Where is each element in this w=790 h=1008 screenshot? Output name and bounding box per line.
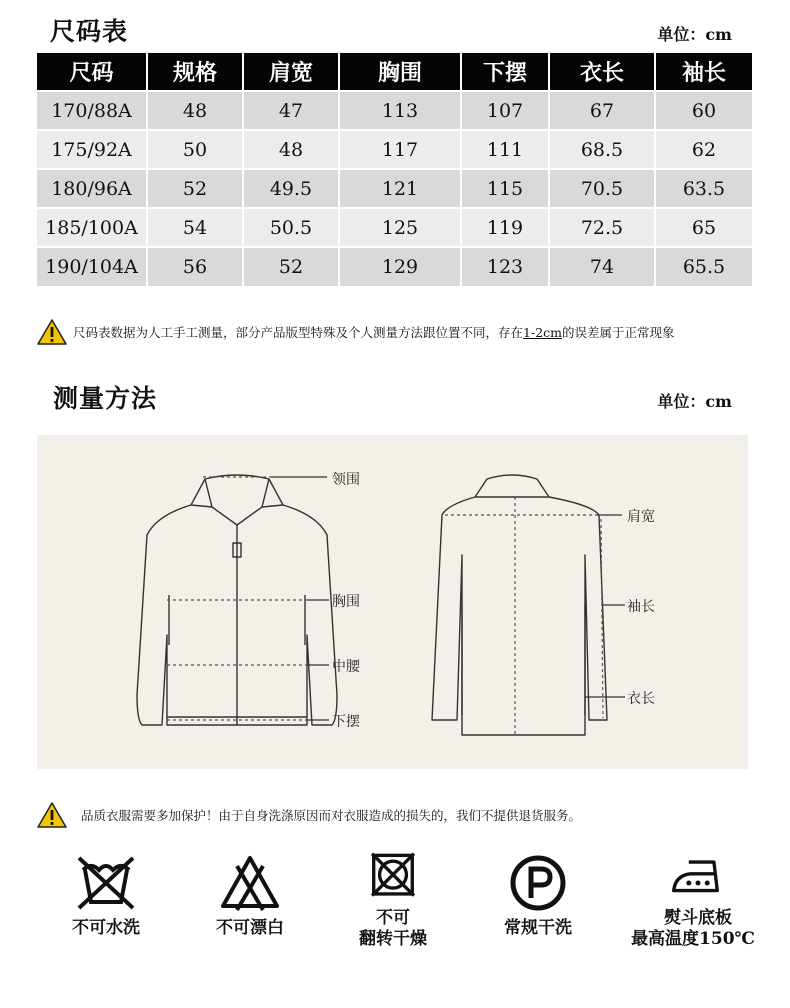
col-header: 袖长 [655,53,752,91]
label-shoulder: 肩宽 [627,509,655,525]
table-cell: 123 [461,247,549,286]
table-cell: 170/88A [37,91,147,130]
table-cell: 47 [243,91,339,130]
table-cell: 54 [147,208,243,247]
no-bleach-icon [215,852,285,914]
care-label: 不可 [376,908,410,928]
no-wash-icon [71,852,141,914]
table-cell: 68.5 [549,130,655,169]
table-cell: 185/100A [37,208,147,247]
notice-range: 1-2cm [523,324,562,340]
table-cell: 72.5 [549,208,655,247]
measurement-notice [37,319,675,345]
label-waist: 中腰 [332,659,360,675]
care-label: 常规干洗 [504,918,572,938]
table-cell: 113 [339,91,461,130]
table-cell: 115 [461,169,549,208]
care-label-line2: 翻转干燥 [359,929,427,949]
table-row [37,169,752,208]
iron-icon [663,852,733,904]
table-cell: 175/92A [37,130,147,169]
care-item-no-wash [36,852,176,939]
size-chart-unit: 单位：cm [657,25,732,44]
col-header: 肩宽 [243,53,339,91]
col-header: 尺码 [37,53,147,91]
care-item-no-bleach [180,852,320,939]
measurement-diagram [37,435,748,769]
table-cell: 63.5 [655,169,752,208]
notice-text-end: 的误差属于正常现象 [562,325,675,340]
table-cell: 48 [243,130,339,169]
table-cell: 190/104A [37,247,147,286]
table-cell: 48 [147,91,243,130]
care-item-iron [628,852,768,950]
table-cell: 70.5 [549,169,655,208]
warning-icon [37,319,67,345]
no-tumble-dry-icon [358,852,428,904]
table-cell: 56 [147,247,243,286]
table-cell: 121 [339,169,461,208]
col-header: 胸围 [339,53,461,91]
care-notice [37,802,581,828]
label-chest: 胸围 [332,594,360,610]
table-cell: 125 [339,208,461,247]
label-collar: 领围 [332,472,360,488]
table-cell: 49.5 [243,169,339,208]
table-cell: 107 [461,91,549,130]
care-item-dry-clean [468,852,608,939]
size-table [37,53,752,286]
care-label: 不可漂白 [216,918,284,938]
care-label-line2: 最高温度150℃ [631,929,755,949]
care-notice-text: 品质衣服需要多加保护！由于自身洗涤原因而对衣服造成的损失的，我们不提供退货服务。 [81,808,582,823]
table-cell: 129 [339,247,461,286]
care-label: 不可水洗 [72,918,140,938]
table-row [37,130,752,169]
label-hem: 下摆 [332,714,360,730]
table-cell: 65.5 [655,247,752,286]
label-length: 衣长 [627,691,655,707]
size-table-header [37,53,752,91]
table-cell: 52 [243,247,339,286]
notice-text: 尺码表数据为人工手工测量，部分产品版型特殊及个人测量方法跟位置不同，存在 [73,325,524,340]
warning-icon [37,802,67,828]
table-cell: 180/96A [37,169,147,208]
table-cell: 62 [655,130,752,169]
table-row [37,208,752,247]
label-sleeve: 袖长 [627,599,655,615]
table-cell: 60 [655,91,752,130]
measure-title: 测量方法 [53,384,158,413]
col-header: 衣长 [549,53,655,91]
table-cell: 117 [339,130,461,169]
table-row [37,247,752,286]
table-cell: 52 [147,169,243,208]
size-chart-title: 尺码表 [50,17,129,46]
care-label: 熨斗底板 [664,908,732,928]
table-cell: 50 [147,130,243,169]
table-row [37,91,752,130]
care-item-no-tumble-dry [323,852,463,950]
col-header: 规格 [147,53,243,91]
table-cell: 111 [461,130,549,169]
measure-unit: 单位：cm [657,392,732,411]
table-cell: 119 [461,208,549,247]
col-header: 下摆 [461,53,549,91]
table-cell: 65 [655,208,752,247]
table-cell: 67 [549,91,655,130]
dry-clean-p-icon [503,852,573,914]
table-cell: 74 [549,247,655,286]
table-cell: 50.5 [243,208,339,247]
